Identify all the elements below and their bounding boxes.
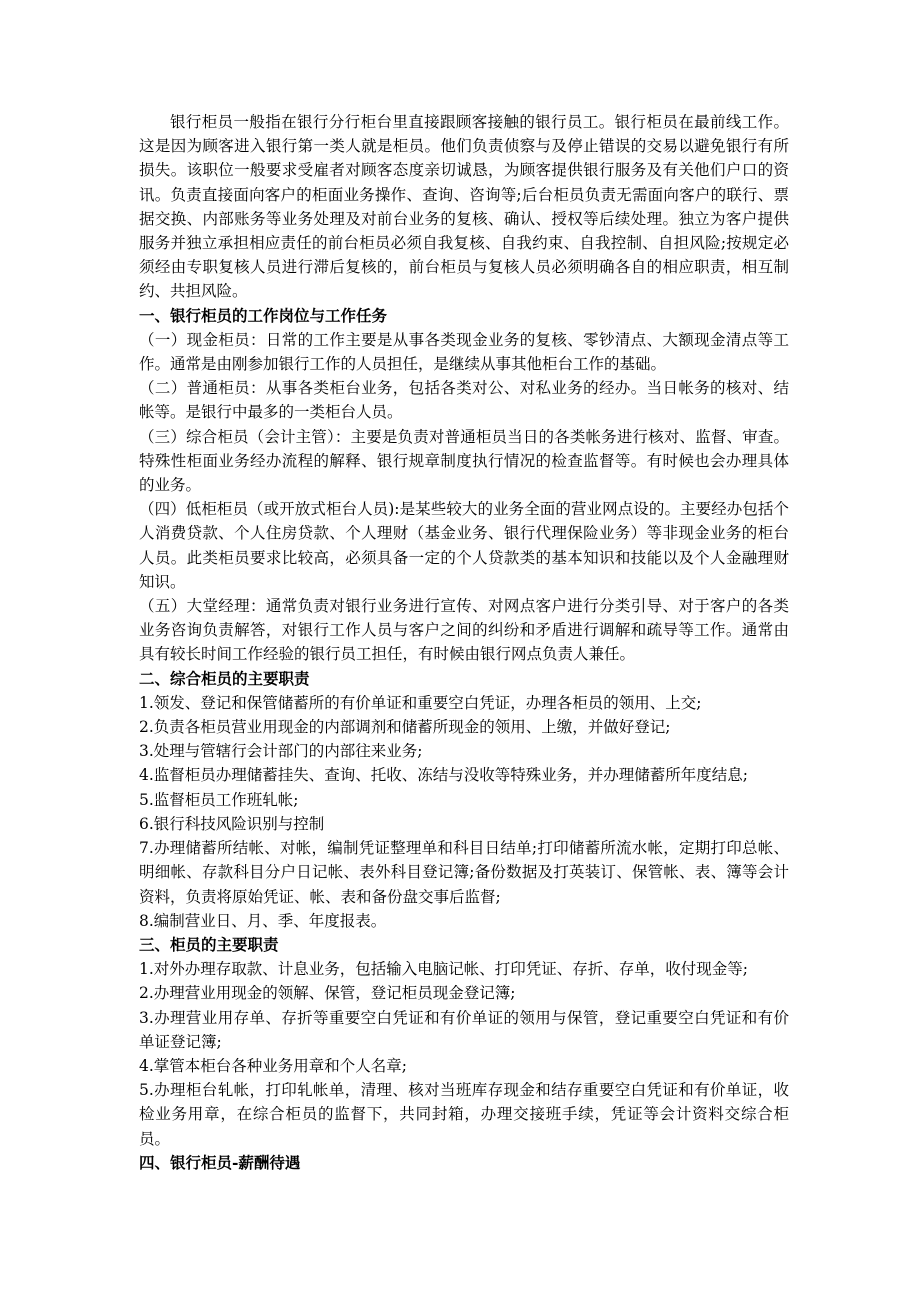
document-page	[139, 110, 789, 1175]
section-heading-1: 一、银行柜员的工作岗位与工作任务	[139, 305, 388, 325]
section-heading-3: 三、柜员的主要职责	[139, 934, 279, 954]
section2-item: 5.监督柜员工作班轧帐;	[139, 790, 299, 809]
section-heading-4: 四、银行柜员-薪酬待遇	[139, 1152, 301, 1172]
section1-item: （五）大堂经理：通常负责对银行业务进行宣传、对网点客户进行分类引导、对于客户的各类业务咨询负责解答，对银行工作人员与客户之间的纠纷和矛盾进行调解和疏导等工作。通常由具有较长时间工作经验的银行员工担任，有时候由银行网点负责人兼任。	[139, 597, 789, 664]
section2-item: 2.负责各柜员营业用现金的内部调剂和储蓄所现金的领用、上缴，并做好登记;	[139, 718, 671, 737]
section3-item: 3.办理营业用存单、存折等重要空白凭证和有价单证的领用与保管，登记重要空白凭证和有价单证登记簿;	[139, 1008, 789, 1051]
section-heading-2: 二、综合柜员的主要职责	[139, 668, 310, 688]
section3-item: 2.办理营业用现金的领解、保管，登记柜员现金登记簿;	[139, 984, 516, 1003]
section2-item: 7.办理储蓄所结帐、对帐，编制凭证整理单和科目日结单;打印储蓄所流水帐，定期打印总帐、明细帐、存款科目分户日记帐、表外科目登记簿;备份数据及打英装订、保管帐、表、簿等会计资料，负责将原始凭证、帐、表和备份盘交事后监督;	[139, 839, 789, 906]
section3-item: 4.掌管本柜台各种业务用章和个人名章;	[139, 1056, 408, 1075]
section2-item: 1.领发、登记和保管储蓄所的有价单证和重要空白凭证，办理各柜员的领用、上交;	[139, 693, 702, 712]
section2-item: 4.监督柜员办理储蓄挂失、查询、托收、冻结与没收等特殊业务，并办理储蓄所年度结息;	[139, 766, 749, 785]
section3-item: 5.办理柜台轧帐，打印轧帐单，清理、核对当班库存现金和结存重要空白凭证和有价单证，收检业务用章，在综合柜员的监督下，共同封箱，办理交接班手续，凭证等会计资料交综合柜员。	[139, 1081, 789, 1148]
section3-item: 1.对外办理存取款、计息业务，包括输入电脑记帐、打印凭证、存折、存单，收付现金等;	[139, 960, 749, 979]
section2-item: 3.处理与管辖行会计部门的内部往来业务;	[139, 742, 423, 761]
section1-item: （一）现金柜员：日常的工作主要是从事各类现金业务的复核、零钞清点、大额现金清点等工作。通常是由刚参加银行工作的人员担任，是继续从事其他柜台工作的基础。	[139, 330, 789, 374]
section1-item: （二）普通柜员：从事各类柜台业务，包括各类对公、对私业务的经办。当日帐务的核对、结帐等。是银行中最多的一类柜台人员。	[139, 379, 789, 422]
section1-item: （三）综合柜员（会计主管）：主要是负责对普通柜员当日的各类帐务进行核对、监督、审查。特殊性柜面业务经办流程的解释、银行规章制度执行情况的检查监督等。有时候也会办理具体的业务。	[139, 427, 789, 495]
intro-paragraph: 银行柜员一般指在银行分行柜台里直接跟顾客接触的银行员工。银行柜员在最前线工作。这是因为顾客进入银行第一类人就是柜员。他们负责侦察与及停止错误的交易以避免银行有所损失。该职位一般要求受雇者对顾客态度亲切诚恳，为顾客提供银行服务及有关他们户口的资讯。负责直接面向客户的柜面业务操作、查询、咨询等;后台柜员负责无需面向客户的联行、票据交换、内部账务等业务处理及对前台业务的复核、确认、授权等后续处理。独立为客户提供服务并独立承担相应责任的前台柜员必须自我复核、自我约束、自我控制、自担风险;按规定必须经由专职复核人员进行滞后复核的，前台柜员与复核人员必须明确各自的相应职责，相互制约、共担风险。	[139, 113, 789, 301]
section2-item: 8.编制营业日、月、季、年度报表。	[139, 911, 387, 930]
section2-item: 6.银行科技风险识别与控制	[139, 814, 325, 833]
section1-item: （四）低柜柜员（或开放式柜台人员):是某些较大的业务全面的营业网点设的。主要经办包括个人消费贷款、个人住房贷款、个人理财（基金业务、银行代理保险业务）等非现金业务的柜台人员。此类柜员要求比较高，必须具备一定的个人贷款类的基本知识和技能以及个人金融理财知识。	[139, 500, 789, 591]
